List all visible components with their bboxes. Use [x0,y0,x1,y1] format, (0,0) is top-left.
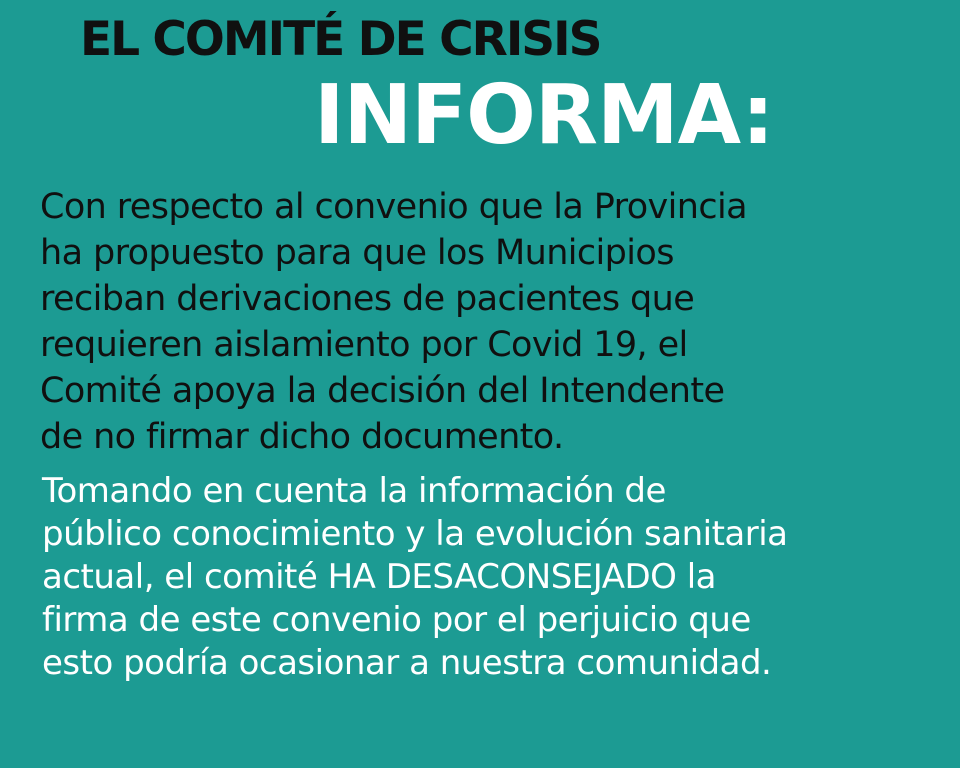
recommendation-line: esto podría ocasionar a nuestra comunidad. [42,643,772,683]
statement-line: requieren aislamiento por Covid 19, el [40,325,688,365]
recommendation-paragraph [42,470,942,685]
statement-line: reciban derivaciones de pacientes que [40,279,695,319]
recommendation-line: Tomando en cuenta la información de [42,471,666,511]
inform-heading: INFORMA: [314,68,774,163]
statement-line: ha propuesto para que los Municipios [40,233,674,273]
statement-line: Comité apoya la decisión del Intendente [40,371,725,411]
statement-line: Con respecto al convenio que la Provincia [40,187,747,227]
recommendation-line: público conocimiento y la evolución sanitaria [42,514,788,554]
committee-heading: EL COMITÉ DE CRISIS [80,12,601,67]
recommendation-line: actual, el comité HA DESACONSEJADO la [42,557,716,597]
statement-line: de no firmar dicho documento. [40,417,564,457]
statement-paragraph [40,184,940,460]
recommendation-line: firma de este convenio por el perjuicio que [42,600,751,640]
